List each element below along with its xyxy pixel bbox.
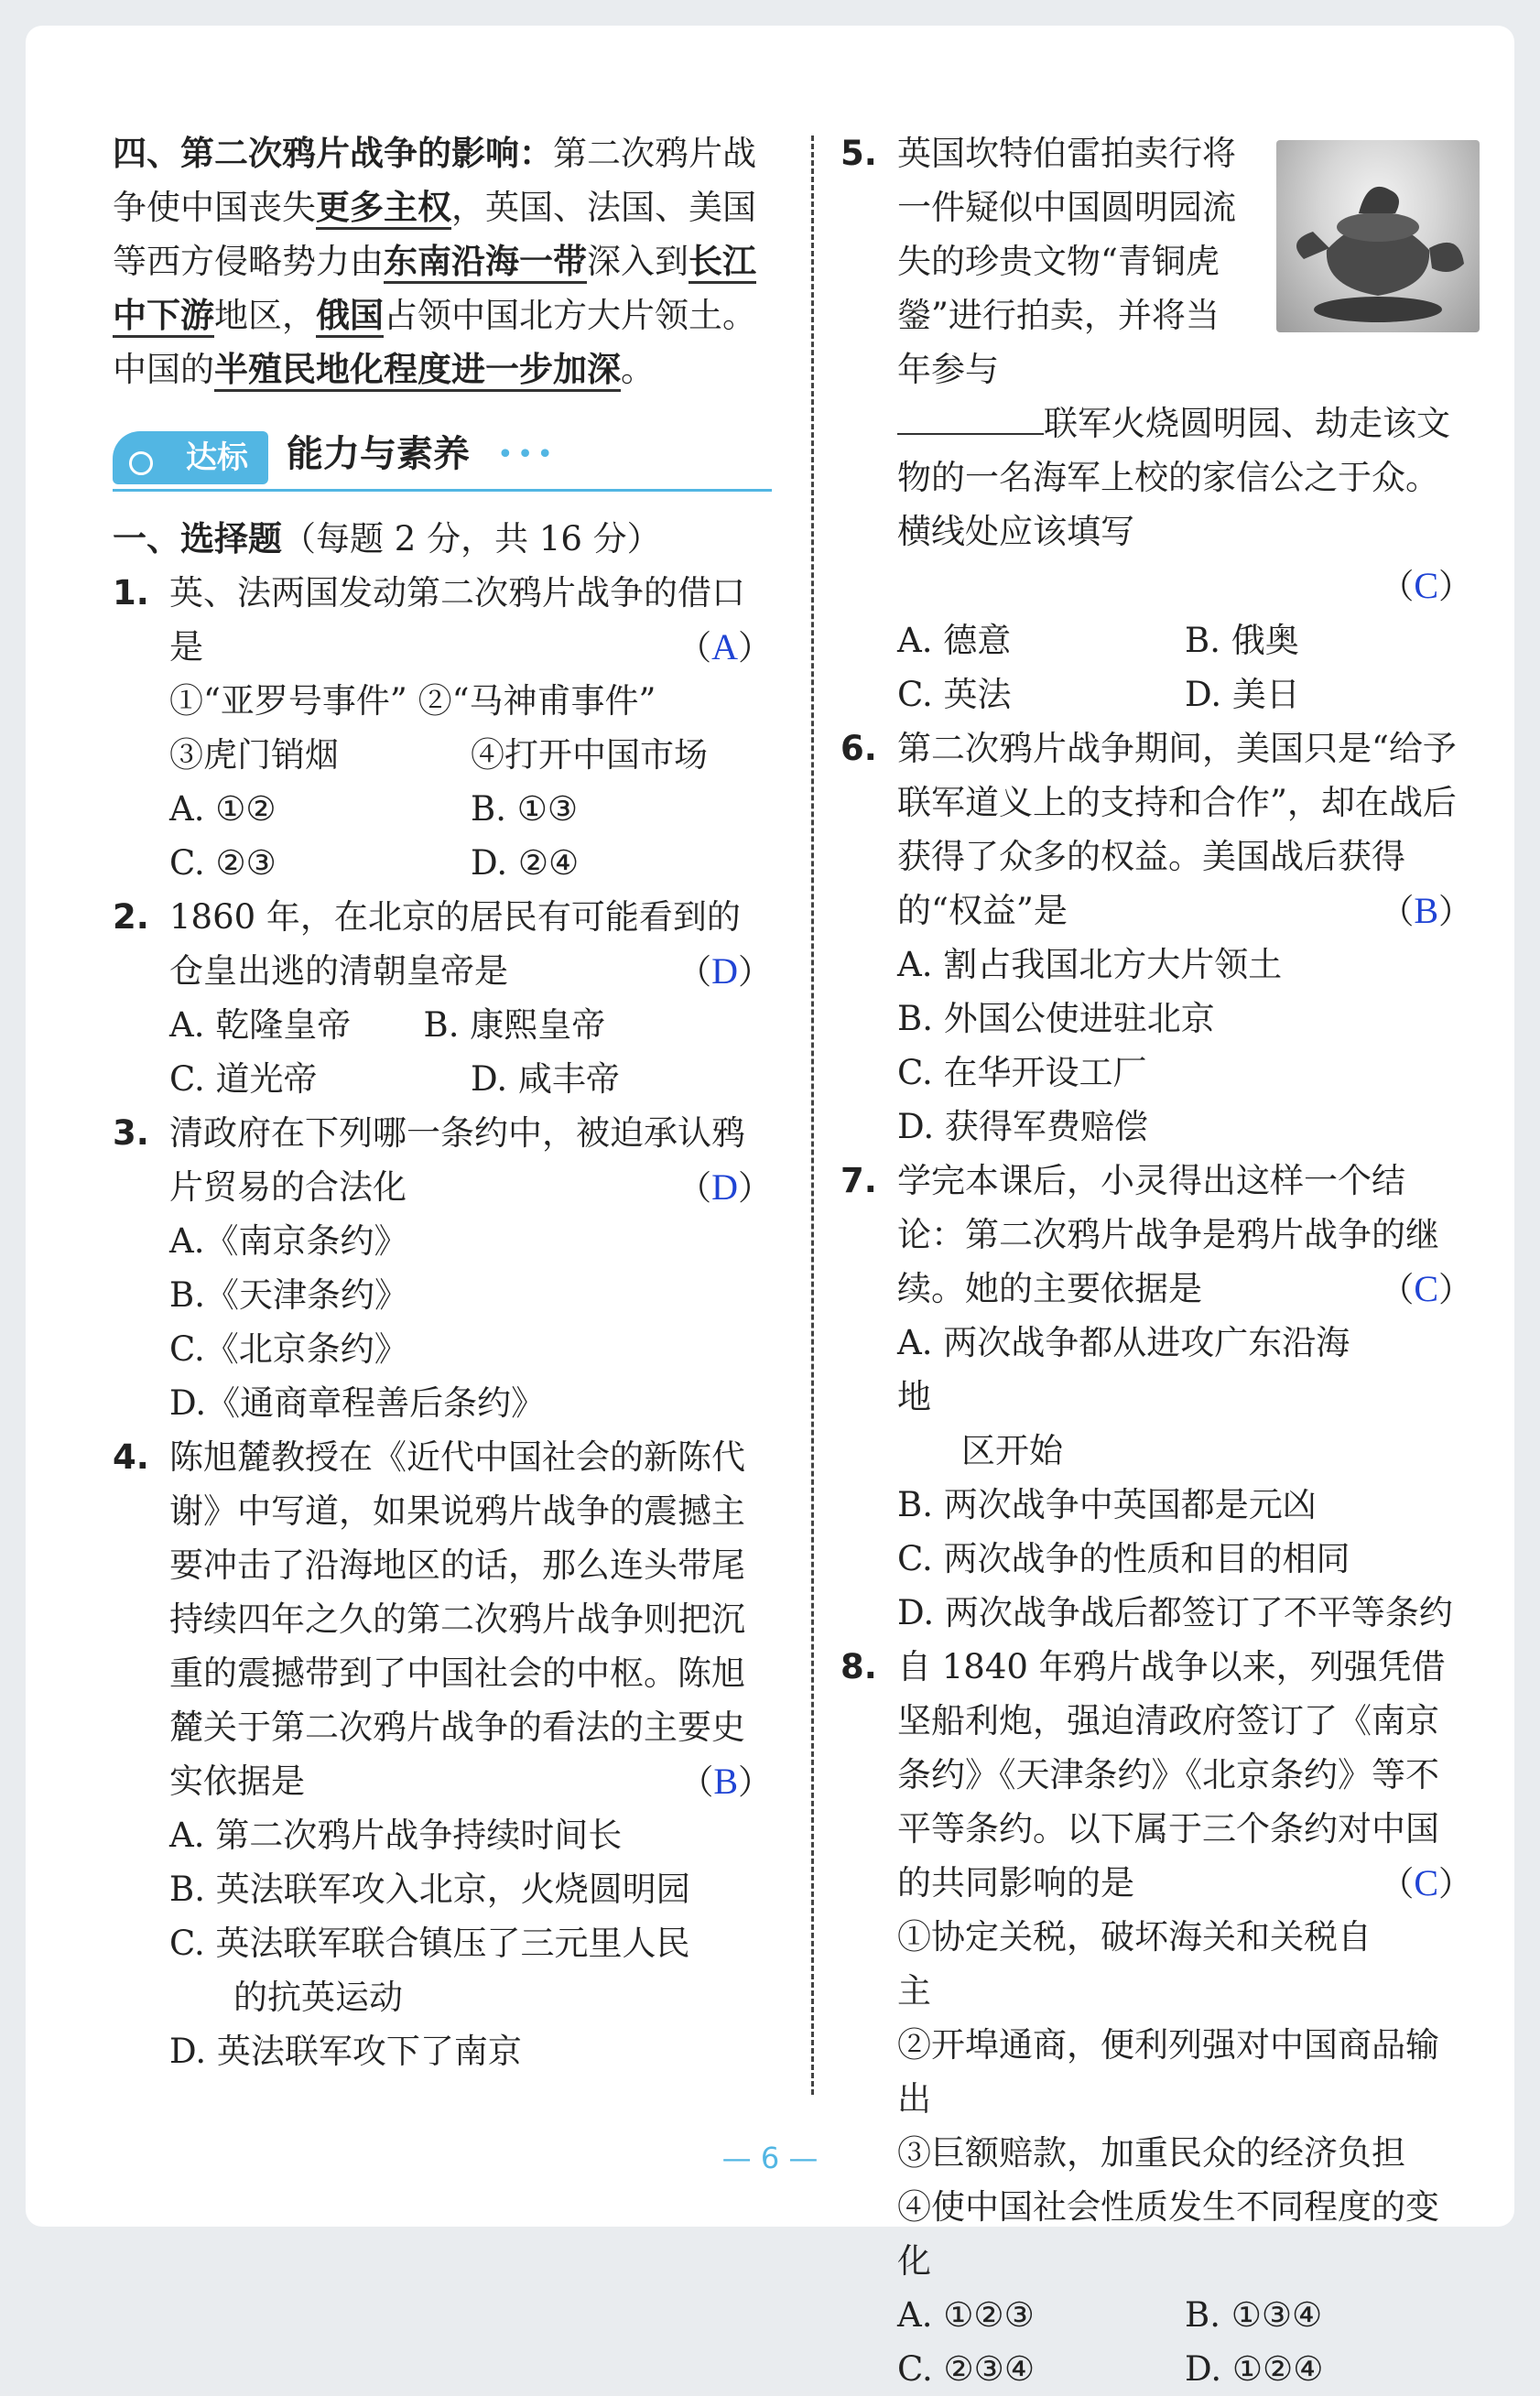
option-b: B. ①③④ [1185, 2295, 1323, 2335]
statement-item: ①协定关税，破坏海关和关税自主 [897, 1917, 1372, 2011]
answer-underline: 俄国 [316, 296, 384, 338]
answer-letter: C [1414, 565, 1438, 606]
question-6 [840, 721, 1472, 1154]
answer-slot [678, 944, 772, 999]
option-b: B. 两次战争中英国都是元凶 [897, 1485, 1317, 1524]
paren: ） [1438, 1270, 1472, 1309]
option-b: B. 英法联军攻入北京，火烧圆明园 [169, 1870, 690, 1909]
answer-slot [897, 558, 1472, 613]
question-4 [113, 1430, 772, 2078]
paren: （ [678, 628, 712, 667]
question-number: 6. [840, 729, 877, 768]
fill-in-blank [897, 406, 1044, 435]
summary-text: 第二次鸦片战争使中国丧失 [113, 134, 756, 227]
question-text: 自 1840 年鸦片战争以来，列强凭借坚船利炮，强迫清政府签订了《南京条约》《天津条约》《北京条约》等不平等条约。以下属于三个条约对中国的共同影响的是 [897, 1647, 1446, 1903]
workbook-page [26, 26, 1514, 2389]
option-b: B.《天津条约》 [169, 1275, 408, 1315]
section-banner [113, 424, 772, 495]
paren: ） [1438, 567, 1472, 606]
option-b: B. 俄奥 [1185, 621, 1299, 660]
statement-item: ④使中国社会性质发生不同程度的变化 [897, 2187, 1439, 2281]
option-d: D. ①②④ [1185, 2349, 1324, 2389]
option-a: A. ①②③ [897, 2295, 1035, 2335]
statement-item: ③巨额赔款，加重民众的经济负担 [897, 2133, 1405, 2173]
paren: （ [1380, 1270, 1415, 1309]
section-note: （每题 2 分，共 16 分） [282, 519, 661, 558]
answer-letter: C [1414, 1862, 1438, 1903]
answer-letter: A [711, 626, 738, 667]
summary-text: ，英国、法国、美国等西方侵略势力由 [113, 188, 756, 281]
question-text: 第二次鸦片战争期间，美国只是“给予联军道义上的支持和合作”，却在战后获得了众多的权益。美国战后获得的“权益”是 [897, 729, 1457, 930]
answer-letter: C [1414, 1268, 1438, 1309]
option-d: D. 获得军费赔偿 [897, 1107, 1148, 1146]
question-number: 3. [113, 1113, 149, 1153]
summary-text: 深入到 [587, 242, 689, 281]
statement-item: ①“亚罗号事件” ②“马神甫事件” [169, 681, 656, 721]
page-number: — 6 — [721, 2141, 819, 2175]
answer-slot [678, 620, 772, 675]
banner-tag [113, 431, 268, 484]
question-text: 英国坎特伯雷拍卖行将一件疑似中国圆明园流失的珍贵文物“青铜虎鎣”进行拍卖，并将当年参与 [897, 134, 1236, 389]
answer-letter: D [711, 950, 738, 992]
paren: （ [679, 1762, 714, 1802]
right-column [840, 126, 1472, 2396]
question-number: 1. [113, 573, 149, 613]
question-8 [840, 1640, 1472, 2396]
option-row [897, 667, 1472, 721]
statement-item: ③虎门销烟 [169, 735, 339, 775]
question-7 [840, 1154, 1472, 1640]
influence-summary [113, 126, 772, 396]
question-text: 1860 年，在北京的居民有可能看到的仓皇出逃的清朝皇帝是 [169, 897, 741, 991]
answer-underline: 长江中下游 [113, 242, 756, 338]
option-d: D. 美日 [1185, 675, 1300, 714]
option-a: A. 第二次鸦片战争持续时间长 [169, 1816, 623, 1855]
option-d: D. ②④ [471, 843, 580, 883]
option-b: B. ①③ [471, 789, 579, 829]
banner-tag-label: 达标 [186, 439, 248, 476]
question-text: 清政府在下列哪一条约中，被迫承认鸦片贸易的合法化 [169, 1113, 745, 1207]
option-c: C. 两次战争的性质和目的相同 [897, 1539, 1350, 1578]
option-a: A. 乾隆皇帝 [169, 1005, 352, 1045]
paren: （ [678, 1168, 712, 1208]
answer-slot [679, 1754, 772, 1809]
option-c: C.《北京条约》 [169, 1329, 408, 1369]
option-c: C. 在华开设工厂 [897, 1053, 1147, 1092]
option-row [169, 836, 772, 890]
question-text: 英、法两国发动第二次鸦片战争的借口是 [169, 573, 745, 667]
option-c: C. 道光帝 [169, 1059, 318, 1099]
answer-letter: B [1414, 890, 1438, 931]
answer-underline: 更多主权 [316, 188, 451, 230]
option-d: D. 英法联军攻下了南京 [169, 2032, 522, 2071]
question-text: 学完本课后，小灵得出这样一个结论：第二次鸦片战争是鸦片战争的继续。她的主要依据是 [897, 1161, 1439, 1308]
option-a-continued: 区开始 [961, 1431, 1063, 1470]
paren: ） [1438, 892, 1472, 931]
question-5-continued [840, 396, 1472, 721]
answer-slot [1380, 884, 1472, 938]
paren: （ [1380, 892, 1415, 931]
question-number: 4. [113, 1437, 149, 1477]
option-a: A.《南京条约》 [169, 1221, 408, 1261]
answer-underline: 半殖民地化程度进一步加深 [214, 350, 621, 392]
answer-letter: D [711, 1166, 738, 1208]
answer-underline: 东南沿海一带 [384, 242, 587, 284]
paren: （ [678, 952, 712, 992]
summary-text: 占领中国北方大片领土。中国的 [113, 296, 756, 389]
option-a: A. ①② [169, 789, 277, 829]
banner-title: 能力与素养 [287, 433, 470, 475]
option-row [897, 2288, 1472, 2342]
circle-icon [129, 451, 153, 475]
summary-text: 地区， [214, 296, 316, 335]
question-number: 2. [113, 897, 149, 937]
option-b: B. 外国公使进驻北京 [897, 999, 1215, 1038]
statement-item: ②开埠通商，便利列强对中国商品输出 [897, 2025, 1439, 2119]
answer-letter: B [713, 1761, 738, 1802]
option-row [897, 2342, 1472, 2396]
paren: ） [738, 952, 772, 992]
option-a: A. 割占我国北方大片领土 [897, 945, 1283, 984]
option-row [169, 782, 772, 836]
option-c: C. ②③④ [897, 2349, 1036, 2389]
option-c: C. ②③ [169, 843, 277, 883]
question-text: 陈旭麓教授在《近代中国社会的新陈代谢》中写道，如果说鸦片战争的震撼主要冲击了沿海地区的话，那么连头带尾持续四年之久的第二次鸦片战争则把沉重的震撼带到了中国社会的中枢。陈旭麓关于第二次鸦片战争的看法的主要史实依据是 [169, 1437, 745, 1801]
question-number: 8. [840, 1647, 877, 1686]
statement-item: ④打开中国市场 [471, 735, 708, 775]
question-1 [113, 566, 772, 890]
dots-icon: ••• [497, 439, 558, 471]
paren: ） [738, 628, 772, 667]
summary-text: 。 [621, 350, 655, 389]
question-2 [113, 890, 772, 1106]
option-row [169, 998, 678, 1052]
left-column [113, 126, 772, 2078]
option-a: A. 德意 [897, 621, 1012, 660]
paren: ） [738, 1762, 772, 1802]
answer-slot [678, 1160, 772, 1215]
paren: ） [1438, 1864, 1472, 1903]
option-d: D. 咸丰帝 [471, 1059, 620, 1099]
option-d: D.《通商章程善后条约》 [169, 1383, 546, 1423]
section-heading [113, 512, 772, 566]
answer-slot [1380, 1262, 1472, 1317]
option-c: C. 英法 [897, 675, 1012, 714]
column-divider [811, 136, 814, 2095]
option-c: C. 英法联军联合镇压了三元里人民 [169, 1924, 690, 1963]
paren: （ [1380, 567, 1415, 606]
question-text: 联军火烧圆明园、劫走该文物的一名海军上校的家信公之于众。横线处应该填写 [897, 404, 1450, 551]
option-row [169, 1052, 772, 1106]
option-row [897, 613, 1472, 667]
option-c-continued: 的抗英运动 [233, 1978, 403, 2017]
paren: （ [1380, 1864, 1415, 1903]
question-number: 5. [840, 134, 877, 173]
banner-underline [113, 489, 772, 492]
option-d: D. 两次战争战后都签订了不平等条约 [897, 1593, 1453, 1632]
section-title: 一、选择题 [113, 519, 282, 558]
answer-slot [1380, 1856, 1472, 1911]
question-3 [113, 1106, 772, 1430]
question-number: 7. [840, 1161, 877, 1200]
option-a: A. 两次战争都从进攻广东沿海地 [897, 1323, 1350, 1416]
option-b: B. 康熙皇帝 [423, 1005, 606, 1045]
question-5 [840, 126, 1472, 396]
summary-label: 四、第二次鸦片战争的影响： [113, 134, 553, 173]
statement-row [169, 728, 772, 782]
paren: ） [738, 1168, 772, 1208]
